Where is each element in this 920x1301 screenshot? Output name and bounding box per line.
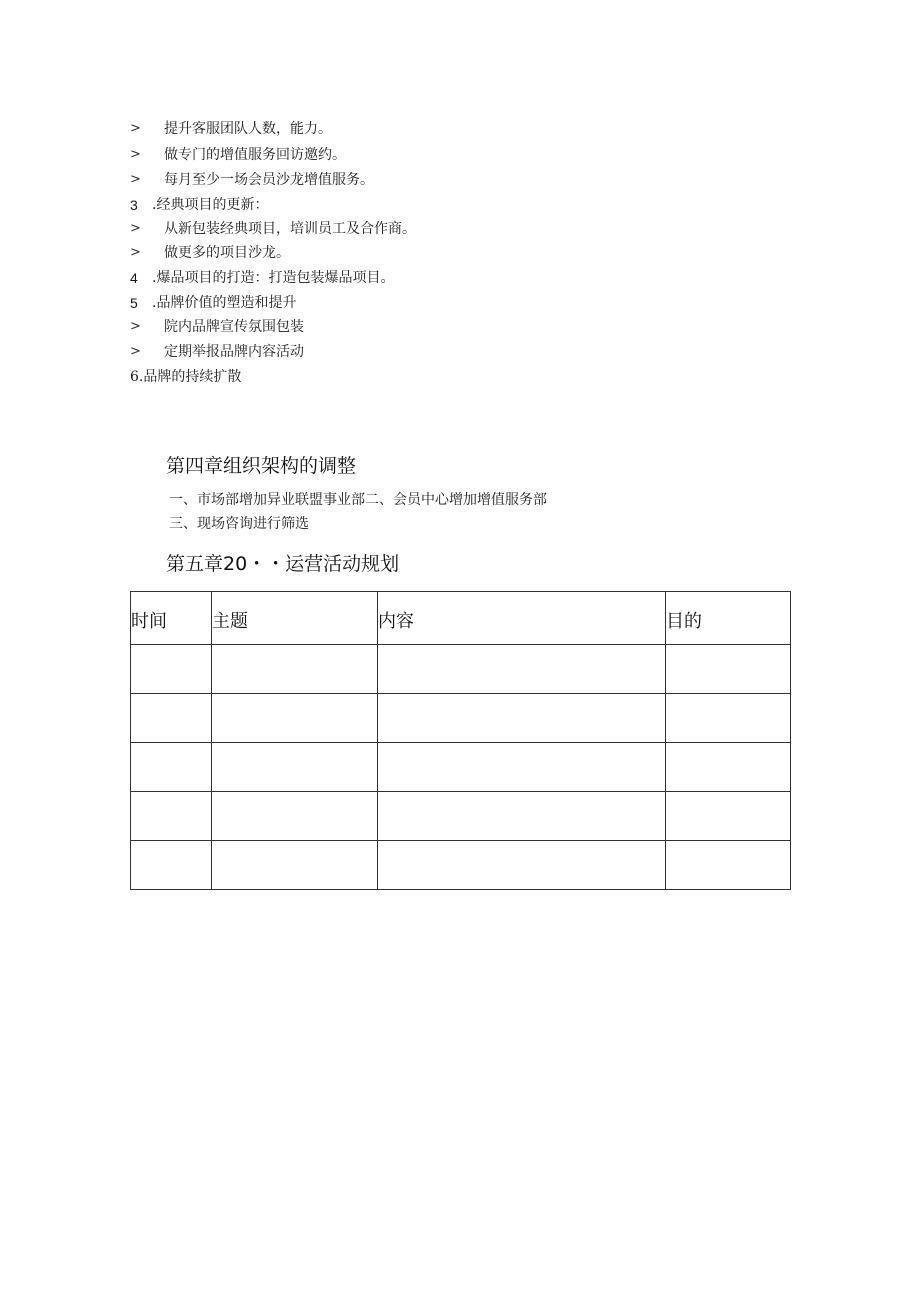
- chevron-right-icon: >: [130, 344, 141, 359]
- list-item-text: 做专门的增值服务回访邀约。: [164, 147, 346, 163]
- table-cell: [666, 841, 791, 890]
- plain-item: 6.品牌的持续扩散: [130, 369, 242, 385]
- table-cell: [131, 694, 212, 743]
- table-cell: [212, 694, 378, 743]
- list-item: [130, 146, 630, 164]
- table-header-row: [131, 592, 791, 645]
- table-cell: [378, 792, 666, 841]
- item-number: 3: [130, 197, 138, 213]
- table-cell: [666, 645, 791, 694]
- chapter-4-title: 第四章组织架构的调整: [166, 455, 357, 477]
- table-cell: [212, 841, 378, 890]
- table-cell: [666, 792, 791, 841]
- column-header-time: 时间: [131, 592, 212, 645]
- chapter-4-line-1: 一、市场部增加异业联盟事业部二、会员中心增加增值服务部: [169, 492, 547, 508]
- chapter-5-title: 第五章20・・运营活动规划: [166, 553, 400, 575]
- chevron-right-icon: >: [130, 245, 141, 260]
- numbered-item: [130, 196, 630, 214]
- item-number: 5: [130, 295, 138, 311]
- chevron-right-icon: >: [130, 147, 141, 162]
- list-item-text: 每月至少一场会员沙龙增值服务。: [164, 172, 374, 188]
- table-cell: [212, 743, 378, 792]
- chapter-4-line-2: 三、现场咨询进行筛选: [169, 516, 309, 532]
- table-cell: [378, 694, 666, 743]
- table-row: [131, 792, 791, 841]
- chevron-right-icon: >: [130, 221, 141, 236]
- table-cell: [666, 743, 791, 792]
- table-cell: [212, 645, 378, 694]
- numbered-item-text: .品牌价值的塑造和提升: [152, 295, 297, 311]
- numbered-item: [130, 294, 630, 312]
- list-item: [130, 171, 630, 189]
- table-row: [131, 694, 791, 743]
- table-cell: [378, 841, 666, 890]
- table-cell: [378, 743, 666, 792]
- table-cell: [666, 694, 791, 743]
- table-row: [131, 645, 791, 694]
- list-item-text: 提升客服团队人数，能力。: [164, 121, 332, 137]
- table-cell: [131, 645, 212, 694]
- table-cell: [131, 743, 212, 792]
- chevron-right-icon: >: [130, 121, 141, 136]
- list-item-text: 院内品牌宣传氛围包装: [164, 319, 304, 335]
- column-header-purpose: 目的: [666, 592, 791, 645]
- item-number: 4: [130, 270, 138, 286]
- numbered-item-text: .爆品项目的打造：打造包装爆品项目。: [152, 270, 395, 286]
- list-item-text: 从新包装经典项目，培训员工及合作商。: [164, 221, 416, 237]
- list-item: [130, 220, 630, 238]
- chevron-right-icon: >: [130, 172, 141, 187]
- list-item: [130, 343, 630, 361]
- numbered-item: [130, 269, 630, 287]
- table-row: [131, 841, 791, 890]
- list-item: [130, 318, 630, 336]
- table-cell: [378, 645, 666, 694]
- table-row: [131, 743, 791, 792]
- list-item-text: 做更多的项目沙龙。: [164, 245, 290, 261]
- list-item: [130, 120, 630, 138]
- table-cell: [212, 792, 378, 841]
- numbered-item-text: .经典项目的更新：: [152, 197, 269, 213]
- activity-plan-table: [130, 591, 791, 890]
- list-item-text: 定期举报品牌内容活动: [164, 344, 304, 360]
- table-cell: [131, 792, 212, 841]
- chevron-right-icon: >: [130, 319, 141, 334]
- table-cell: [131, 841, 212, 890]
- column-header-topic: 主题: [212, 592, 378, 645]
- list-item: [130, 244, 630, 262]
- column-header-content: 内容: [378, 592, 666, 645]
